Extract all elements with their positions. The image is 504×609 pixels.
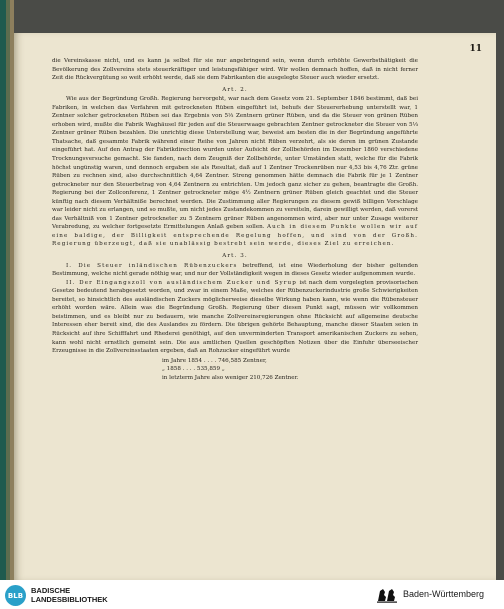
article-2-spaced-text: Auch in diesem Punkte wollen wir auf eine baldige, der Billigkeit entsprechende Regelung hoffen, und sind von der Großh. Regierung überzeugt, daß sie unablässig bestrebt sein werde, dieses Ziel zu erreichen.	[52, 224, 419, 248]
document-page	[14, 33, 496, 580]
viewer-footer	[0, 580, 504, 609]
paragraph-intro: die Vereinskasse nicht, und es kann ja selbst für sie nur angebringend sein, wenn durch erhöhte Gewerbsthätigkeit die Bevölkerung des Zollvereins stets steuerkräftiger und leistungsfähiger wird. Wir wollen demnach hoffen, daß in nicht ferner Zeit die Rückvergütung so weit erhöht werde, daß sie dem Fabrikanten die ausgelegte Steuer auch wieder ersetzt.	[52, 58, 418, 82]
section-1-text: betreffend, ist eine Wiederholung der bisher geltenden Bestimmung, welche nicht gerade nöthig war, und nur der Vollständigkeit wegen in dieses Gesetz wieder aufgenommen wurde.	[52, 262, 418, 278]
article-3-heading: Art. 3.	[222, 253, 248, 260]
article-3-section-2	[52, 279, 418, 356]
state-name[interactable]: Baden-Württemberg	[403, 589, 485, 599]
article-3-section-1	[52, 262, 418, 279]
article-2-paragraph	[52, 95, 418, 249]
page-number: 11	[469, 44, 482, 54]
section-1-lead: I. Die Steuer inländischen Rübenzuckers	[66, 262, 238, 269]
import-row-1854: im Jahre 1854 . . . . 746,585 Zentner,	[162, 357, 267, 364]
blb-logo-icon[interactable]: BLB	[5, 585, 26, 606]
import-row-1858: „ 1858 . . . . 535,859 „	[162, 366, 225, 373]
book-spine	[0, 0, 14, 580]
baden-wuerttemberg-lions-icon[interactable]	[376, 586, 398, 603]
library-name[interactable]: BADISCHE LANDESBIBLIOTHEK	[31, 586, 108, 604]
section-2-lead: II. Der Eingangszoll von ausländischem Zucker und Syrup	[66, 279, 297, 286]
article-2-text: Wie aus der Begründung Großh. Regierung hervorgeht, war nach dem Gesetz vom 21. September 1846 bestimmt, daß bei Fabriken, in welchen das Verfahren mit getrockneten Rüben eingeführt ist, behufs der Steuererhebung unterstellt war, 1 Zentner solcher getrockneten Rüben sei das Ergebnis von 5⅓ Zentnern grüner Rüben, und da die Steuer von grünen Rüben erhoben wird, mußte die Fabrik Waghäusel für jeden auf die Steuerwaage gebrachten Zentner getrockneter die Steuer von 5⅓ Zentner grüner Rüben bezahlen. Die unrichtig diese Unterstellung war, beweist am besten die in der Begründung angeführte Thatsache, daß gesammte Fabrik während einer Reihe von Jahren nicht Rüben verzehrt, als sie deren im grünen Zustande eingeführt hat. Auf den Antrag der Fabrikdirection wurden unter Aufsicht der Zollbehörden im Dezember 1860 verschiedene Trocknungsversuche gemacht. Sie fanden, nach dem Zeugniß der Zollbehörde, unter Umständen statt, welche für die Fabrik höchst ungünstig waren, und dennoch ergaben sie als Resultat, daß auf 1 Zentner Trockenrüben nur 4,53 bis 4,76 Ztr. grüne Rüben zu rechnen sind, also durchschnittlich 4,64 Zentner. Streng genommen hätte demnach die Fabrik für je 1 Zentner getrockneter nur den Steuerbetrag von 4,64 Zentnern zu entrichten. Um jedoch ganz sicher zu gehen, beantragte die Großh. Regierung bei der Zollconferenz, 1 Zentner getrockneter möge 4½ Zentnern grüner Rüben gleich geachtet und die Steuer künftig nach diesem Verhältniße berechnet werden. Die Zustimmung aller Regierungen zu diesem gewiß billigen Vorschlage war leider nicht zu erlangen, und so mußte, um nicht jedes Zustandekommen zu vereiteln, darein gewilligt werden, daß vorerst das Verhältniß von 1 Zentner getrockneter zu 5 Zentnern grüner Rüben angenommen wird, aber nur unter Zusage weiterer Verabredung, zu welcher fortgesetzte Ermittelungen Anlaß geben sollen.	[52, 96, 418, 231]
import-difference: in letzterm Jahre also weniger 210,726 Zentner.	[162, 374, 299, 381]
section-2-text: ist nach dem vorgelegten provisorischen Gesetze bedeutend herabgesetzt worden, und zwar in einem Maße, welches der Rübenzuckerindustrie große Schwierigkeiten bereitet, so hinsichtlich des ausländischen Zuckers möglicherweise dieselbe Wirkung haben kann, wie wenn die Rübensteuer erhöht worden wäre. Allein was die Begründung Großh. Regierung über diesen Punkt sagt, müssen wir vollkommen beistimmen, und es bleibt nur zu bedauern, wie manche Zollvereinsregierungen ohne Rücksicht auf allgemeine deutsche Interessen eher bereit sind, die des Auslandes zu fördern. Die übrigen gehörte Behauptung, manche dieser Staaten seien in Rücksicht auf ihre Schifffahrt und Rhederei genöthigt, auf den unverminderten Transport amerikanischen Zuckers zu sehen, kann wohl nicht ernstlich gemeint sein. Die aus amtlichen Quellen geschöpften Notizen über die Einfuhr überseeischer Erzeugnisse in die Zollvereinsstaaten ergeben, daß an Rohzucker eingeführt wurde	[52, 279, 418, 355]
page-text	[52, 57, 418, 382]
article-2-heading: Art. 2.	[222, 86, 248, 93]
import-table	[162, 357, 418, 383]
